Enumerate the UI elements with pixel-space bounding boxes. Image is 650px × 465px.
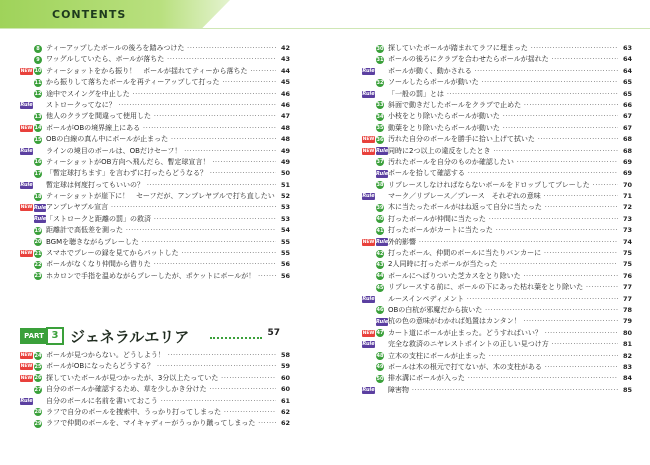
toc-entry[interactable] <box>362 66 632 77</box>
entry-number: 22 <box>34 261 42 268</box>
rule-badge: Rule <box>20 147 33 154</box>
entry-page-number: 74 <box>622 237 632 246</box>
entry-page-number: 46 <box>280 100 290 109</box>
entry-title: 動葉をとり除いたらボールが動いた ····· <box>388 123 618 134</box>
new-badge: NEW <box>362 330 375 336</box>
entry-number: 47 <box>376 330 384 337</box>
toc-entry[interactable] <box>20 350 290 361</box>
toc-entry[interactable] <box>362 77 632 88</box>
entry-number: 19 <box>34 227 42 234</box>
new-badge: NEW <box>20 364 33 370</box>
rule-marker: Rule <box>34 204 47 211</box>
entry-title: 途中でスイングを中止した ····· <box>46 89 276 100</box>
entry-title: ティーショットをから振り！ ボールが揺れてティーから落ちた ····· <box>46 66 276 77</box>
entry-title: ボールが動く、動かされる ····· <box>388 66 618 77</box>
toc-entry[interactable] <box>20 77 290 88</box>
rule-badge: Rule <box>20 397 33 404</box>
entry-title: ボールがOBになったらどうする？ ····· <box>46 361 276 372</box>
entry-title: ボールがなくなり仲間から借りた ····· <box>46 259 276 270</box>
entry-title: ラフで自分のボールを捜索中、うっかり打ってしまった ····· <box>46 407 276 418</box>
entry-page-number: 70 <box>622 180 632 189</box>
toc-entry[interactable] <box>362 123 632 134</box>
entry-title: OBの白線の真ん中にボールが止まった ····· <box>46 134 276 145</box>
toc-entry[interactable] <box>20 214 290 225</box>
toc-entry[interactable] <box>362 385 632 396</box>
new-badge: NEW <box>362 148 375 154</box>
toc-entry[interactable] <box>362 259 632 270</box>
part-title: ジェネラルエリア <box>70 328 190 346</box>
entry-page-number: 47 <box>280 112 290 121</box>
entry-title: 杭の色の意味がわかれば処置はカンタン！ ····· <box>388 316 618 327</box>
entry-page-number: 65 <box>622 89 632 98</box>
entry-title: ティーショットがOB方向へ飛んだら、暫定球宣言！ ····· <box>46 157 276 168</box>
entry-number: 45 <box>376 284 384 291</box>
entry-number: 35 <box>376 125 384 132</box>
entry-page-number: 44 <box>280 66 290 75</box>
entry-title: BGMを聴きながらプレーした ····· <box>46 237 276 248</box>
rule-marker: Rule <box>376 170 389 177</box>
toc-entry[interactable] <box>20 123 290 134</box>
entry-title: 他人のクラブを間違って使用した ····· <box>46 111 276 122</box>
entry-number: 39 <box>376 204 384 211</box>
toc-entry[interactable] <box>20 157 290 168</box>
rule-badge: Rule <box>362 90 375 97</box>
toc-entry[interactable] <box>362 180 632 191</box>
toc-entry[interactable] <box>20 418 290 429</box>
entry-number: 8 <box>34 45 42 53</box>
entry-page-number: 46 <box>280 89 290 98</box>
toc-entry[interactable] <box>362 282 632 293</box>
entry-title: 探していたボールが見つかったが、3分以上たっていた ····· <box>46 373 276 384</box>
entry-page-number: 52 <box>280 192 290 201</box>
entry-page-number: 77 <box>622 283 632 292</box>
entry-title: ボールにへばりついた芝カスをとり除いた ····· <box>388 271 618 282</box>
entry-title: 自分のボールに名前を書いておこう ····· <box>46 396 276 407</box>
rule-badge: Rule <box>362 341 375 348</box>
entry-page-number: 55 <box>280 249 290 258</box>
part-leader-dots <box>210 337 262 339</box>
entry-page-number: 69 <box>622 157 632 166</box>
toc-entry[interactable] <box>362 134 632 145</box>
entry-number: 27 <box>34 386 42 393</box>
toc-entry[interactable] <box>20 248 290 259</box>
entry-page-number: 75 <box>622 260 632 269</box>
entry-page-number: 66 <box>622 100 632 109</box>
entry-number: 50 <box>376 375 384 382</box>
entry-number: 20 <box>34 239 42 246</box>
rule-marker: Rule <box>376 318 389 325</box>
entry-page-number: 60 <box>280 373 290 382</box>
toc-entry[interactable] <box>362 146 632 157</box>
toc-entry[interactable] <box>20 100 290 111</box>
new-badge: NEW <box>20 68 33 74</box>
entry-page-number: 65 <box>622 78 632 87</box>
toc-entry[interactable] <box>362 54 632 65</box>
entry-title: 距離計で高低差を測った ····· <box>46 225 276 236</box>
entry-title: 立木の支柱にボールが止まった ····· <box>388 351 618 362</box>
entry-title: 2人同時に打ったボールが当たった ····· <box>388 259 618 270</box>
entry-page-number: 49 <box>280 146 290 155</box>
entry-title: ボールは木の根元で打てないが、木の支柱がある ····· <box>388 362 618 373</box>
toc-entry[interactable] <box>20 43 290 54</box>
rule-badge: Rule <box>362 295 375 302</box>
entry-title: ティーショットが崖下に！ セーフだが、アンプレヤブルで打ち直したい ····· <box>46 191 276 202</box>
page-title: CONTENTS <box>52 8 127 21</box>
entry-page-number: 76 <box>622 271 632 280</box>
toc-entry[interactable] <box>20 237 290 248</box>
toc-left-bottom-column <box>20 350 290 430</box>
entry-page-number: 75 <box>622 249 632 258</box>
entry-page-number: 84 <box>622 374 632 383</box>
toc-entry[interactable] <box>20 146 290 157</box>
entry-page-number: 53 <box>280 214 290 223</box>
toc-entry[interactable] <box>362 191 632 202</box>
entry-number: 15 <box>34 136 42 143</box>
entry-page-number: 77 <box>622 294 632 303</box>
entry-page-number: 55 <box>280 237 290 246</box>
toc-entry[interactable] <box>362 225 632 236</box>
new-badge: NEW <box>20 353 33 358</box>
entry-number: 13 <box>34 113 42 120</box>
toc-entry[interactable] <box>20 225 290 236</box>
entry-title: ボールを拾して確認する ····· <box>388 168 618 179</box>
rule-badge: Rule <box>362 193 375 200</box>
new-badge: NEW <box>20 125 33 131</box>
entry-title: ワッグルしていたら、ボールが落ちた ····· <box>46 54 276 65</box>
entry-title: 木に当たったボールがはね返って自分に当たった ····· <box>388 202 618 213</box>
entry-number: 31 <box>376 56 384 63</box>
entry-title: リプレースする前に、ボールの下にあった枯れ葉をとり除いた ····· <box>388 282 618 293</box>
entry-title: リプレースしなければならないボールをドロップしてプレーした ····· <box>388 180 618 191</box>
entry-page-number: 45 <box>280 78 290 87</box>
part-badge: PART <box>20 328 48 344</box>
entry-number: 42 <box>376 250 384 257</box>
entry-page-number: 69 <box>622 169 632 178</box>
entry-title: スマホでプレーの録を見てからパットした ····· <box>46 248 276 259</box>
entry-title: ストロークってなに？ ····· <box>46 100 276 111</box>
entry-page-number: 60 <box>280 385 290 394</box>
toc-entry[interactable] <box>362 168 632 179</box>
entry-number: 9 <box>34 56 42 64</box>
entry-number: 10 <box>34 68 42 75</box>
toc-entry[interactable] <box>20 259 290 270</box>
entry-page-number: 59 <box>280 362 290 371</box>
entry-number: 48 <box>376 353 384 360</box>
entry-number: 37 <box>376 159 384 166</box>
part-number: 3 <box>46 327 64 345</box>
rule-badge: Rule <box>362 386 375 393</box>
rule-badge: Rule <box>20 101 33 108</box>
toc-entry[interactable] <box>20 89 290 100</box>
entry-page-number: 49 <box>280 157 290 166</box>
toc-entry[interactable] <box>362 89 632 100</box>
entry-page-number: 68 <box>622 135 632 144</box>
entry-page-number: 73 <box>622 214 632 223</box>
entry-title: ホカロンで手指を温めながらプレーしたが、ポケットにボールが！ ····· <box>46 271 276 282</box>
toc-entry[interactable] <box>362 351 632 362</box>
entry-number: 14 <box>34 125 42 132</box>
entry-number: 26 <box>34 375 42 382</box>
entry-title: ソールしたらボールが動いた ····· <box>388 77 618 88</box>
entry-title: 打ったボールがカートに当たった ····· <box>388 225 618 236</box>
new-badge: NEW <box>20 251 33 257</box>
entry-title: 打ったボールが仲間に当たった ····· <box>388 214 618 225</box>
entry-page-number: 73 <box>622 226 632 235</box>
toc-entry[interactable] <box>20 180 290 191</box>
entry-page-number: 56 <box>280 271 290 280</box>
entry-number: 49 <box>376 364 384 371</box>
toc-entry[interactable] <box>20 361 290 372</box>
toc-entry[interactable] <box>20 66 290 77</box>
entry-title: 外的影響 ····· <box>388 237 618 248</box>
rule-badge: Rule <box>362 67 375 74</box>
toc-entry[interactable] <box>20 271 290 282</box>
entry-number: 24 <box>34 352 42 359</box>
entry-page-number: 79 <box>622 317 632 326</box>
entry-number: 43 <box>376 261 384 268</box>
entry-page-number: 67 <box>622 112 632 121</box>
entry-page-number: 53 <box>280 203 290 212</box>
entry-page-number: 71 <box>622 192 632 201</box>
entry-title: 斜面で動きだしたボールをクラブで止めた ····· <box>388 100 618 111</box>
entry-page-number: 48 <box>280 135 290 144</box>
entry-title: 障害物 ····· <box>388 385 618 396</box>
entry-number: 33 <box>376 102 384 109</box>
entry-title: ボールの後ろにクラブを合わせたらボールが揺れた ····· <box>388 54 618 65</box>
rule-marker: Rule <box>376 148 389 155</box>
new-badge: NEW <box>20 205 33 211</box>
toc-entry[interactable] <box>20 407 290 418</box>
entry-number: 25 <box>34 363 42 370</box>
entry-page-number: 68 <box>622 146 632 155</box>
entry-page-number: 61 <box>280 396 290 405</box>
entry-number: 36 <box>376 136 384 143</box>
toc-entry[interactable] <box>20 134 290 145</box>
toc-entry[interactable] <box>362 362 632 373</box>
entry-page-number: 80 <box>622 328 632 337</box>
rule-badge: Rule <box>20 181 33 188</box>
entry-page-number: 51 <box>280 180 290 189</box>
entry-title: 「一般の罰」とは ····· <box>388 89 618 100</box>
entry-page-number: 64 <box>622 55 632 64</box>
entry-page-number: 72 <box>622 203 632 212</box>
toc-left-column <box>20 43 290 282</box>
entry-title: カート道にボールが止まった。どうすればいい？ ····· <box>388 328 618 339</box>
entry-title: 汚れたボールを自分のものか確認したい ····· <box>388 157 618 168</box>
toc-entry[interactable] <box>362 248 632 259</box>
entry-page-number: 43 <box>280 55 290 64</box>
entry-page-number: 50 <box>280 169 290 178</box>
toc-right-column <box>362 43 632 396</box>
entry-title: 小枝をとり除いたらボールが動いた ····· <box>388 111 618 122</box>
entry-page-number: 42 <box>280 44 290 52</box>
entry-title: ラインの境目のボールは、OBだけセーフ！ ····· <box>46 146 276 157</box>
entry-page-number: 54 <box>280 226 290 235</box>
entry-number: 46 <box>376 307 384 314</box>
toc-entry[interactable] <box>362 373 632 384</box>
entry-title: 「暫定球打ちます」を言わずに打ったらどうなる？ ····· <box>46 168 276 179</box>
entry-page-number: 58 <box>280 351 290 359</box>
entry-title: ボールがOBの境界線上にある ····· <box>46 123 276 134</box>
entry-number: 38 <box>376 182 384 189</box>
entry-number: 11 <box>34 79 42 86</box>
entry-number: 17 <box>34 170 42 177</box>
entry-title: ボールが見つからない。どうしよう！ ····· <box>46 350 276 361</box>
entry-title: 「ストロークと距離の罰」の救済 ····· <box>46 214 276 225</box>
entry-title: 完全な救済のニヤレストポイントの正しい見つけ方 ····· <box>388 339 618 350</box>
entry-title: 暫定球は何度打ってもいいの？ ····· <box>46 180 276 191</box>
toc-entry[interactable] <box>362 271 632 282</box>
entry-title: アンプレヤブル宣言 ····· <box>46 202 276 213</box>
toc-entry[interactable] <box>362 328 632 339</box>
entry-number: 21 <box>34 250 42 257</box>
toc-entry[interactable] <box>20 396 290 407</box>
entry-number: 44 <box>376 273 384 280</box>
toc-entry[interactable] <box>20 111 290 122</box>
entry-number: 16 <box>34 159 42 166</box>
toc-entry[interactable] <box>362 294 632 305</box>
toc-entry[interactable] <box>362 339 632 350</box>
entry-page-number: 83 <box>622 362 632 371</box>
entry-number: 30 <box>376 45 384 52</box>
toc-entry[interactable] <box>362 305 632 316</box>
entry-title: ルースインペディメント ····· <box>388 294 618 305</box>
toc-entry[interactable] <box>362 202 632 213</box>
entry-title: 探していたボールが踏まれてラフに埋まった ····· <box>388 43 618 54</box>
entry-page-number: 82 <box>622 351 632 360</box>
entry-number: 41 <box>376 227 384 234</box>
header-divider <box>0 28 650 29</box>
entry-page-number: 81 <box>622 340 632 349</box>
entry-page-number: 56 <box>280 260 290 269</box>
toc-entry[interactable] <box>362 237 632 248</box>
rule-marker: Rule <box>376 239 389 246</box>
toc-entry[interactable] <box>20 202 290 213</box>
toc-entry[interactable] <box>362 157 632 168</box>
entry-title: 同時に2つ以上の違反をしたとき ····· <box>388 146 618 157</box>
toc-entry[interactable] <box>362 214 632 225</box>
entry-title: から振りして落ちたボールを再ティーアップして打った ····· <box>46 77 276 88</box>
entry-number: 34 <box>376 113 384 120</box>
entry-number: 29 <box>34 420 42 427</box>
entry-title: OBの白杭が邪魔だから抜いた ····· <box>388 305 618 316</box>
entry-number: 23 <box>34 273 42 280</box>
new-badge: NEW <box>362 239 375 245</box>
entry-number: 40 <box>376 216 384 223</box>
rule-marker: Rule <box>34 216 47 223</box>
entry-number: 32 <box>376 79 384 86</box>
entry-number: 28 <box>34 409 42 416</box>
toc-entry[interactable] <box>20 373 290 384</box>
entry-page-number: 78 <box>622 305 632 314</box>
toc-entry[interactable] <box>362 100 632 111</box>
entry-title: マーク／リプレース／プレース それぞれの意味 ····· <box>388 191 618 202</box>
new-badge: NEW <box>20 375 33 381</box>
entry-page-number: 48 <box>280 123 290 132</box>
toc-entry[interactable] <box>362 316 632 327</box>
entry-page-number: 62 <box>280 407 290 416</box>
entry-page-number: 62 <box>280 419 290 428</box>
toc-entry[interactable] <box>362 111 632 122</box>
entry-title: ティーアップしたボールの後ろを踏みつけた ····· <box>46 43 276 54</box>
entry-title: 汚れた自分のボールを勝手に拾い上げて拭いた ····· <box>388 134 618 145</box>
toc-entry[interactable] <box>20 168 290 179</box>
entry-title: 自分のボールか確認するため、草を少しかき分けた ····· <box>46 384 276 395</box>
toc-entry[interactable] <box>362 43 632 54</box>
entry-page-number: 64 <box>622 66 632 75</box>
entry-title: 打ったボール、仲間のボールに当たりバンカーに ····· <box>388 248 618 259</box>
entry-number: 12 <box>34 91 42 98</box>
entry-number: 18 <box>34 193 42 200</box>
page-header <box>0 0 650 30</box>
entry-page-number: 67 <box>622 123 632 132</box>
part-page-number: 57 <box>267 328 280 338</box>
entry-title: ラフで仲間のボールを、マイキャディーがうっかり蹴ってしまった ····· <box>46 418 276 429</box>
entry-page-number: 85 <box>622 385 632 394</box>
entry-title: 排水溝にボールが入った ····· <box>388 373 618 384</box>
toc-entry[interactable] <box>20 384 290 395</box>
entry-page-number: 63 <box>622 44 632 52</box>
part-heading <box>20 326 280 346</box>
new-badge: NEW <box>362 137 375 143</box>
toc-entry[interactable] <box>20 191 290 202</box>
toc-entry[interactable] <box>20 54 290 65</box>
